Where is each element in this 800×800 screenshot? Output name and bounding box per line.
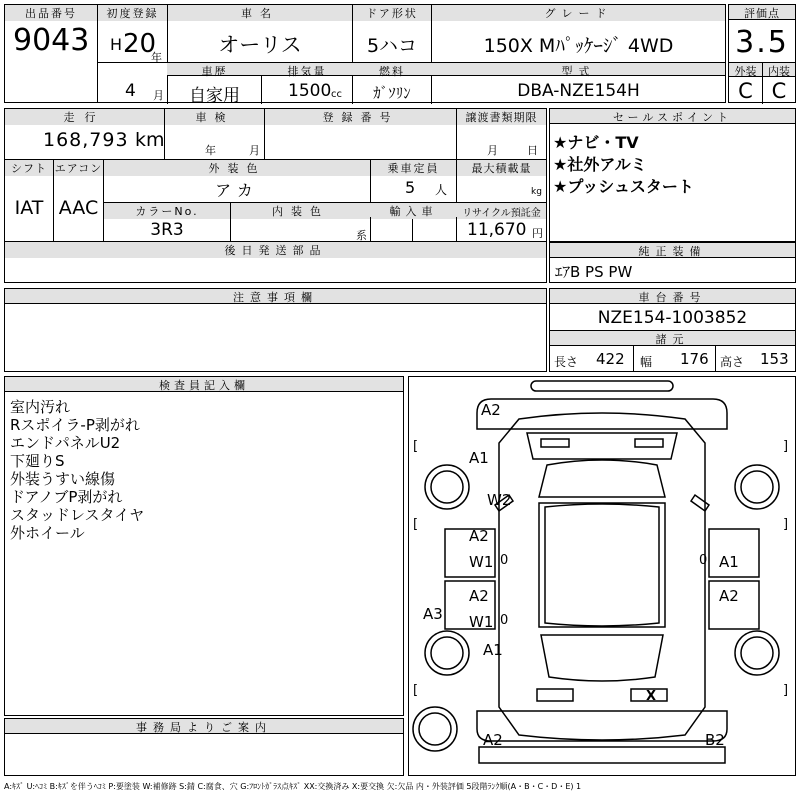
recycle-deposit-label: リサイクル預託金 xyxy=(457,204,546,219)
history-label: 車歴 xyxy=(201,65,228,78)
capacity-label: 乗車定員 xyxy=(371,160,456,176)
inspection-year-unit: 年 xyxy=(205,144,216,157)
bracket-mark: [ xyxy=(413,683,419,698)
displacement-label: 排気量 xyxy=(287,65,327,78)
mileage-label: 走行 xyxy=(5,109,164,125)
inspector-note-line: 外ホイール xyxy=(10,524,85,542)
office-notice-block xyxy=(4,718,404,776)
chassis-value: NZE154-1003852 xyxy=(597,308,748,328)
exterior-label: 外装 xyxy=(734,65,757,78)
history-value: 自家用 xyxy=(189,86,240,106)
damage-mark: X xyxy=(646,689,657,704)
equipment-value: ｴｱB PS PW xyxy=(555,263,633,281)
inspector-note-line: 室内汚れ xyxy=(10,398,71,416)
sales-points-label: セールスポイント xyxy=(550,109,795,124)
inspector-note-line: エンドパネルU2 xyxy=(10,434,121,452)
aircon-value: AAC xyxy=(58,197,99,219)
recycle-deposit-value: 11,670 xyxy=(467,220,527,240)
door-type-label: ドア形状 xyxy=(353,5,431,21)
fuel-value: ｶﾞｿﾘﾝ xyxy=(373,84,411,102)
month-unit: 月 xyxy=(153,89,164,102)
capacity-unit: 人 xyxy=(435,183,448,197)
damage-mark: A1 xyxy=(719,553,739,571)
damage-mark: A2 xyxy=(481,401,501,419)
bracket-mark: [ xyxy=(413,439,419,454)
damage-mark: W2 xyxy=(487,491,512,509)
damage-mark: B2 xyxy=(705,731,725,749)
model-label: 型式 xyxy=(561,65,596,78)
zero-mark: 0 xyxy=(699,553,708,568)
interior-label: 内装 xyxy=(768,65,790,78)
recycle-deposit-unit: 円 xyxy=(532,227,543,240)
zero-mark: 0 xyxy=(500,613,509,628)
exterior-grade: C xyxy=(738,79,753,103)
height-value: 153 xyxy=(760,350,789,368)
model-value: DBA-NZE154H xyxy=(517,81,640,101)
notes-block xyxy=(4,288,547,372)
damage-mark: A2 xyxy=(719,587,739,605)
length-value: 422 xyxy=(596,350,625,368)
office-notice-label: 事務局よりご案内 xyxy=(5,719,403,734)
year-value: 20 xyxy=(123,29,157,59)
score-block xyxy=(728,4,796,103)
equipment-block xyxy=(549,242,796,283)
sales-point-item: ★社外アルミ xyxy=(553,155,647,174)
damage-mark: W1 xyxy=(469,613,494,631)
transfer-day-unit: 日 xyxy=(527,144,538,157)
inspector-note-line: 外装うすい線傷 xyxy=(10,470,116,488)
bracket-mark: ] xyxy=(783,517,789,532)
later-parts-label: 後日発送部品 xyxy=(5,242,546,258)
bracket-mark: ] xyxy=(783,683,789,698)
inspector-note-line: スタッドレスタイヤ xyxy=(10,506,145,524)
dimensions-label: 諸元 xyxy=(550,331,795,346)
lot-number-label: 出品番号 xyxy=(5,5,97,21)
interior-color-label: 内装色 xyxy=(231,203,370,219)
lot-number-value: 9043 xyxy=(13,23,90,58)
width-label: 幅 xyxy=(640,355,653,369)
fuel-label: 燃料 xyxy=(379,65,405,78)
aircon-label: エアコン xyxy=(54,162,103,175)
damage-mark: A1 xyxy=(483,641,503,659)
bracket-mark: [ xyxy=(413,517,419,532)
vehicle-detail-block xyxy=(4,108,547,283)
transfer-deadline-label: 譲渡書類期限 xyxy=(457,109,546,125)
chassis-block xyxy=(549,288,796,372)
door-type-value: 5ハコ xyxy=(366,35,418,57)
zero-mark: 0 xyxy=(500,553,509,568)
score-value: 3.5 xyxy=(735,25,789,60)
grade-value: 150X Mﾊﾟｯｹｰｼﾞ 4WD xyxy=(483,35,674,57)
damage-mark: W1 xyxy=(469,553,494,571)
inspection-label: 車検 xyxy=(165,109,264,125)
color-number-value: 3R3 xyxy=(150,220,184,240)
inspector-note-line: Rスポイラ-P剥がれ xyxy=(10,416,140,434)
inspector-note-line: 下廻りS xyxy=(10,452,65,470)
max-load-label: 最大積載量 xyxy=(457,160,546,176)
damage-mark: A1 xyxy=(469,449,489,467)
notes-label: 注意事項欄 xyxy=(5,289,546,304)
width-value: 176 xyxy=(680,350,709,368)
legend-line: A:ｷｽﾞ U:ﾍｺﾐ B:ｷｽﾞを伴うﾍｺﾐ P:要塗装 W:補修跡 S:錆 C:腐食、穴 G:ﾌﾛﾝﾄｶﾞﾗｽ点ｷｽﾞ XX:交換済み X:要交換 欠:欠品 内・外装評価 5段階ﾗﾝｸ順(A・B・C・D・E) 1 xyxy=(4,782,582,791)
sales-point-item: ★プッシュスタート xyxy=(553,177,694,196)
interior-color-unit: 系 xyxy=(356,229,367,242)
mileage-value: 168,793 xyxy=(43,129,129,151)
bracket-mark: ] xyxy=(783,439,789,454)
damage-mark: A2 xyxy=(469,587,489,605)
score-label: 評価点 xyxy=(729,5,795,20)
height-label: 高さ xyxy=(720,355,745,369)
displacement-unit: cc xyxy=(331,89,342,100)
shift-value: IAT xyxy=(14,197,44,219)
year-unit: 年 xyxy=(151,51,162,64)
interior-grade: C xyxy=(771,79,787,103)
registration-number-label: 登録番号 xyxy=(265,109,456,125)
chassis-label: 車台番号 xyxy=(550,289,795,304)
color-number-label: カラーNo. xyxy=(104,203,230,219)
exterior-color-value: アカ xyxy=(215,181,259,200)
mileage-unit: km xyxy=(135,129,165,151)
max-load-unit: kg xyxy=(531,187,542,197)
damage-mark: A2 xyxy=(483,731,503,749)
damage-mark: A2 xyxy=(469,527,489,545)
car-name-value: オーリス xyxy=(218,33,302,57)
sales-point-item: ★ナビ・TV xyxy=(553,133,639,152)
sales-points-block xyxy=(549,108,796,242)
car-name-label: 車名 xyxy=(168,5,352,21)
damage-mark: A3 xyxy=(423,605,443,623)
car-outline-diagram xyxy=(409,377,795,775)
era-value: H xyxy=(110,35,123,54)
grade-label: グレード xyxy=(432,5,725,21)
inspector-notes-label: 検査員記入欄 xyxy=(5,377,403,392)
damage-diagram xyxy=(408,376,796,776)
length-label: 長さ xyxy=(554,355,579,369)
capacity-value: 5 xyxy=(405,178,416,197)
inspector-notes-block xyxy=(4,376,404,716)
inspection-month-unit: 月 xyxy=(249,144,260,157)
shift-label: シフト xyxy=(5,160,53,176)
import-label: 輸入車 xyxy=(371,203,456,219)
first-registration-label: 初度登録 xyxy=(98,5,167,21)
inspector-note-line: ドアノブP剥がれ xyxy=(10,488,123,506)
month-value: 4 xyxy=(125,81,136,101)
vehicle-header-block xyxy=(4,4,726,106)
equipment-label: 純正装備 xyxy=(550,243,795,258)
exterior-color-label: 外装色 xyxy=(104,160,370,176)
displacement-value: 1500 xyxy=(288,81,332,101)
transfer-month-unit: 月 xyxy=(487,144,498,157)
